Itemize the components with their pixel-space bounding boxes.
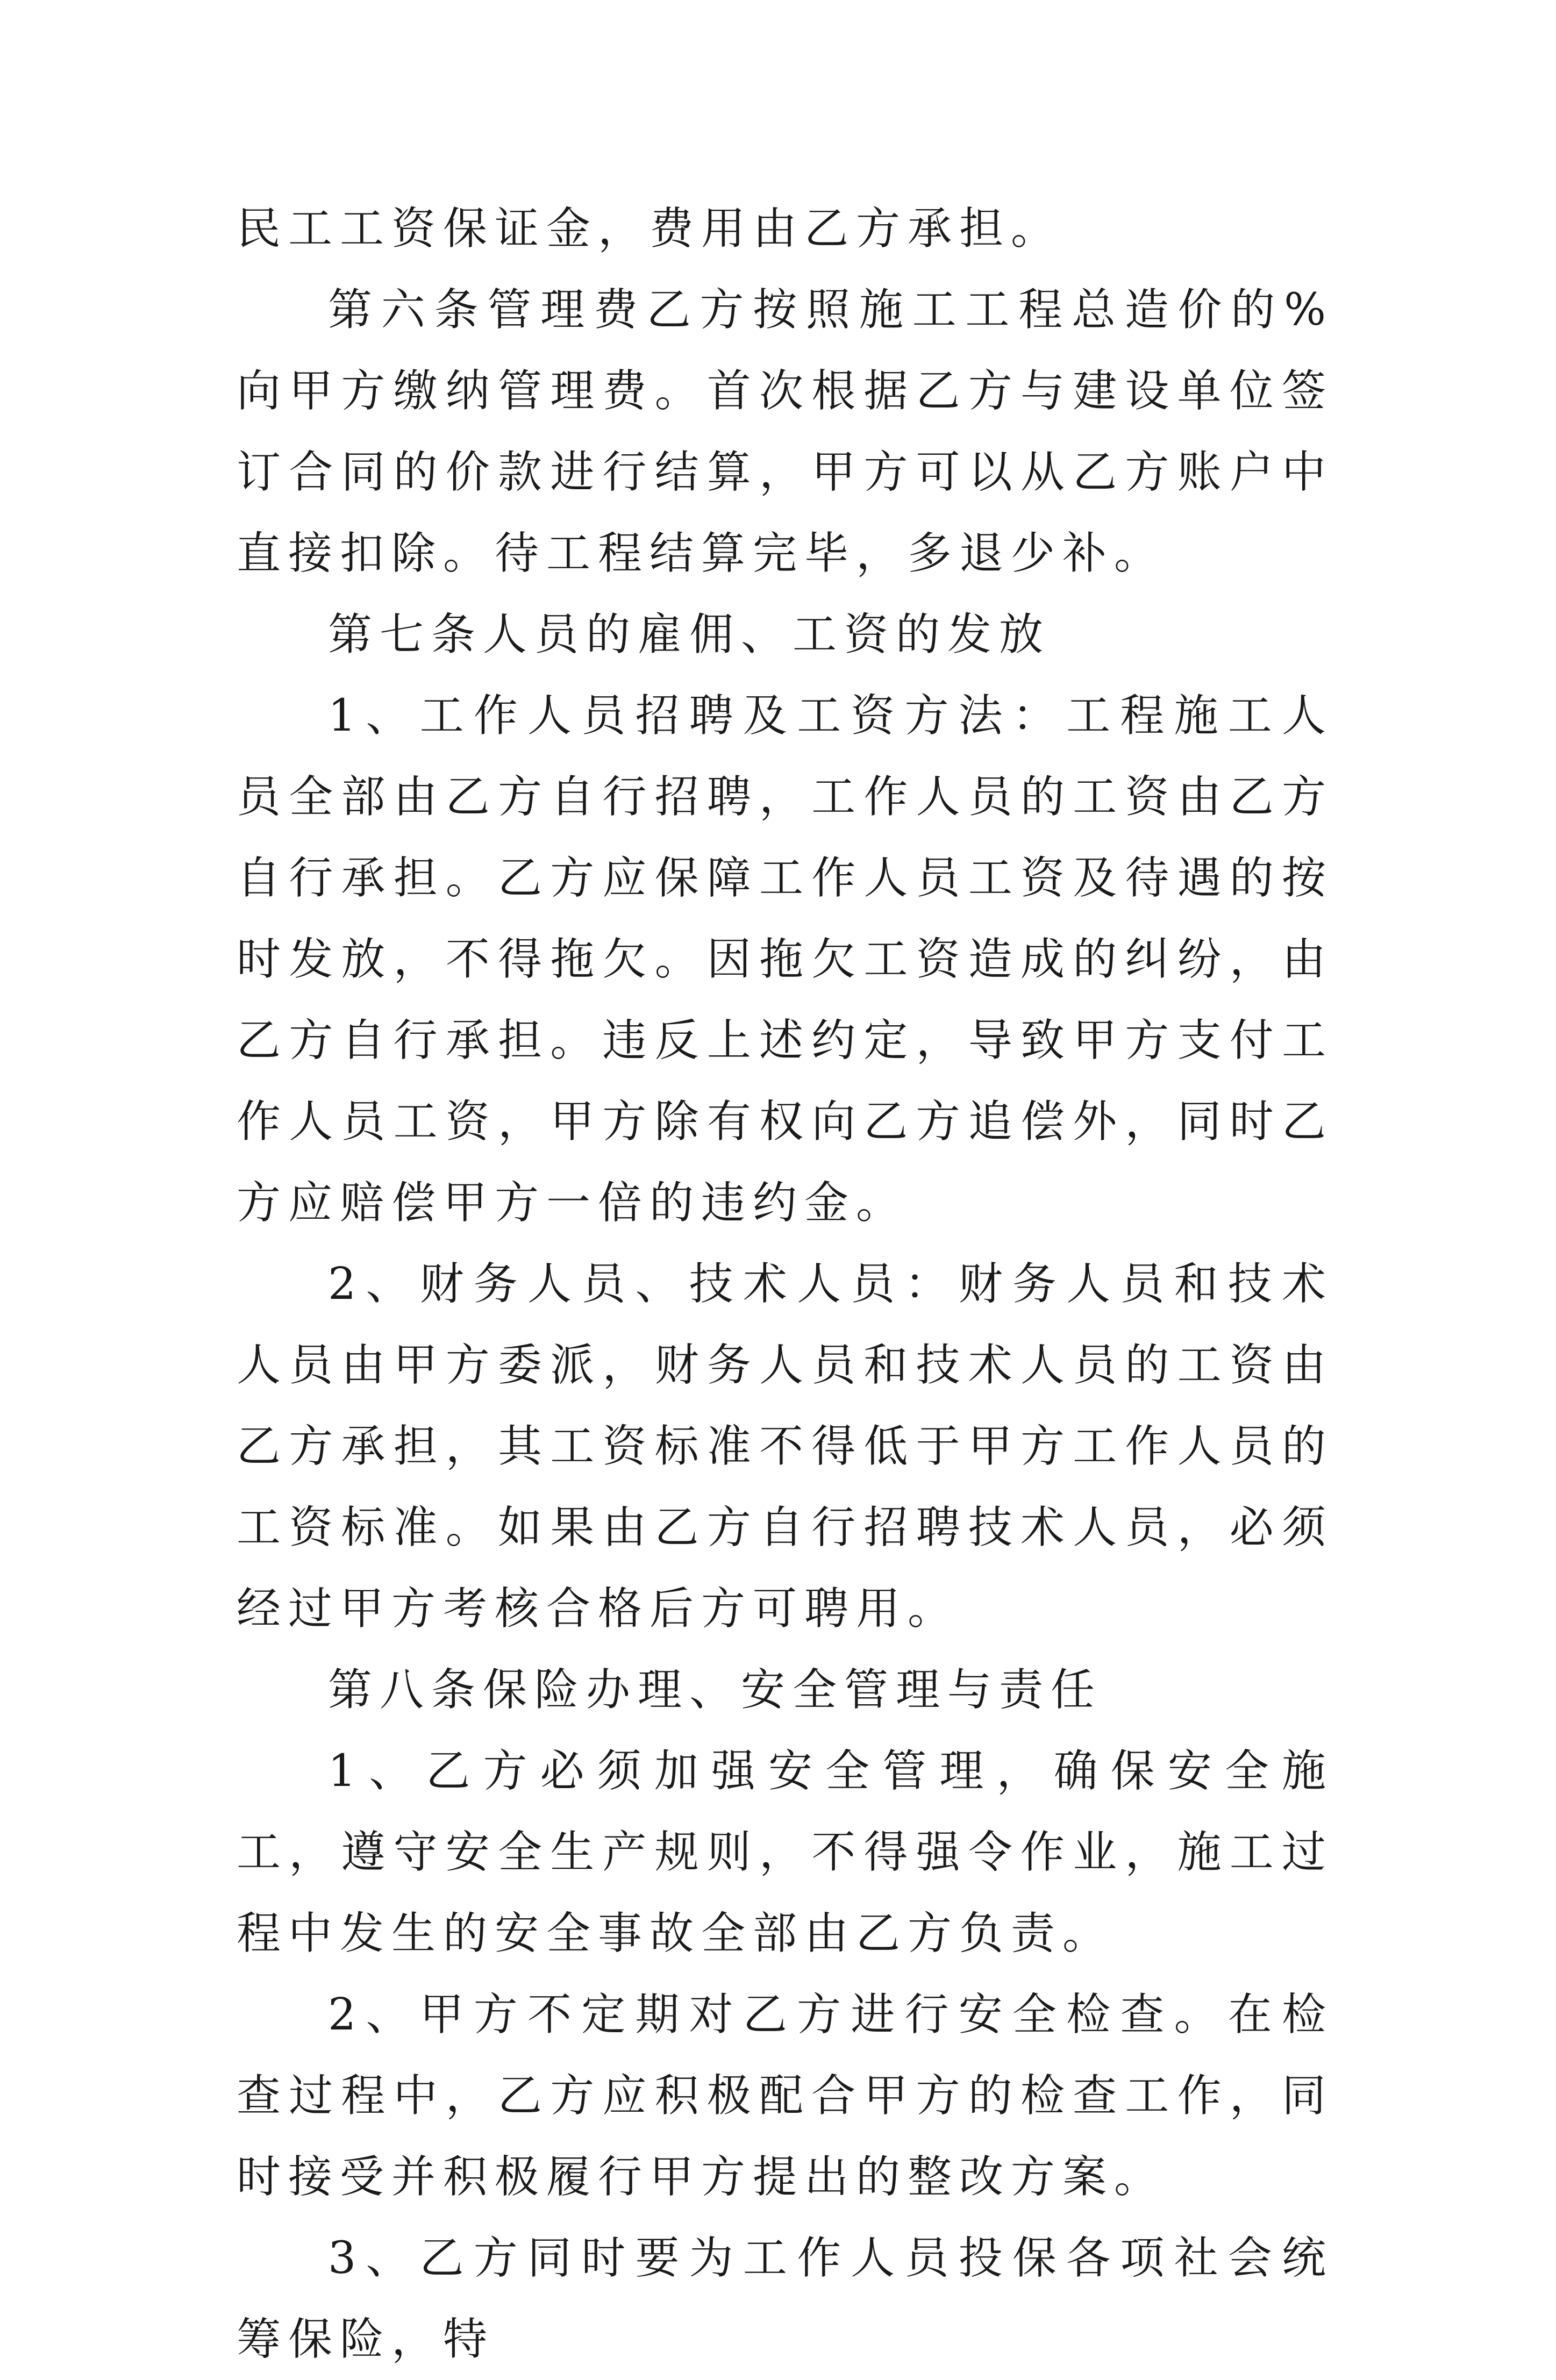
paragraph: 3、乙方同时要为工作人员投保各项社会统筹保险，特	[237, 2233, 1333, 2365]
paragraph: 1、乙方必须加强安全管理，确保安全施工，遵守安全生产规则，不得强令作业，施工过程中发生的安全事故全部由乙方负责。	[237, 1746, 1333, 1959]
paragraph: 第七条人员的雇佣、工资的发放	[328, 609, 1051, 660]
paragraph: 民工工资保证金，费用由乙方承担。	[237, 203, 1063, 254]
paragraph: 2、甲方不定期对乙方进行安全检查。在检查过程中，乙方应积极配合甲方的检查工作，同时接受并积极履行甲方提出的整改方案。	[237, 1989, 1333, 2203]
document-body	[237, 188, 1333, 2380]
paragraph: 1、工作人员招聘及工资方法：工程施工人员全部由乙方自行招聘，工作人员的工资由乙方自行承担。乙方应保障工作人员工资及待遇的按时发放，不得拖欠。因拖欠工资造成的纠纷，由乙方自行承担。违反上述约定，导致甲方支付工作人员工资，甲方除有权向乙方追偿外，同时乙方应赔偿甲方一倍的违约金。	[237, 690, 1333, 1228]
paragraph: 第八条保险办理、安全管理与责任	[328, 1664, 1103, 1716]
paragraph: 第六条管理费乙方按照施工工程总造价的%向甲方缴纳管理费。首次根据乙方与建设单位签订合同的价款进行结算，甲方可以从乙方账户中直接扣除。待工程结算完毕，多退少补。	[237, 284, 1333, 579]
paragraph: 2、财务人员、技术人员：财务人员和技术人员由甲方委派，财务人员和技术人员的工资由乙方承担，其工资标准不得低于甲方工作人员的工资标准。如果由乙方自行招聘技术人员，必须经过甲方考核合格后方可聘用。	[237, 1259, 1333, 1634]
